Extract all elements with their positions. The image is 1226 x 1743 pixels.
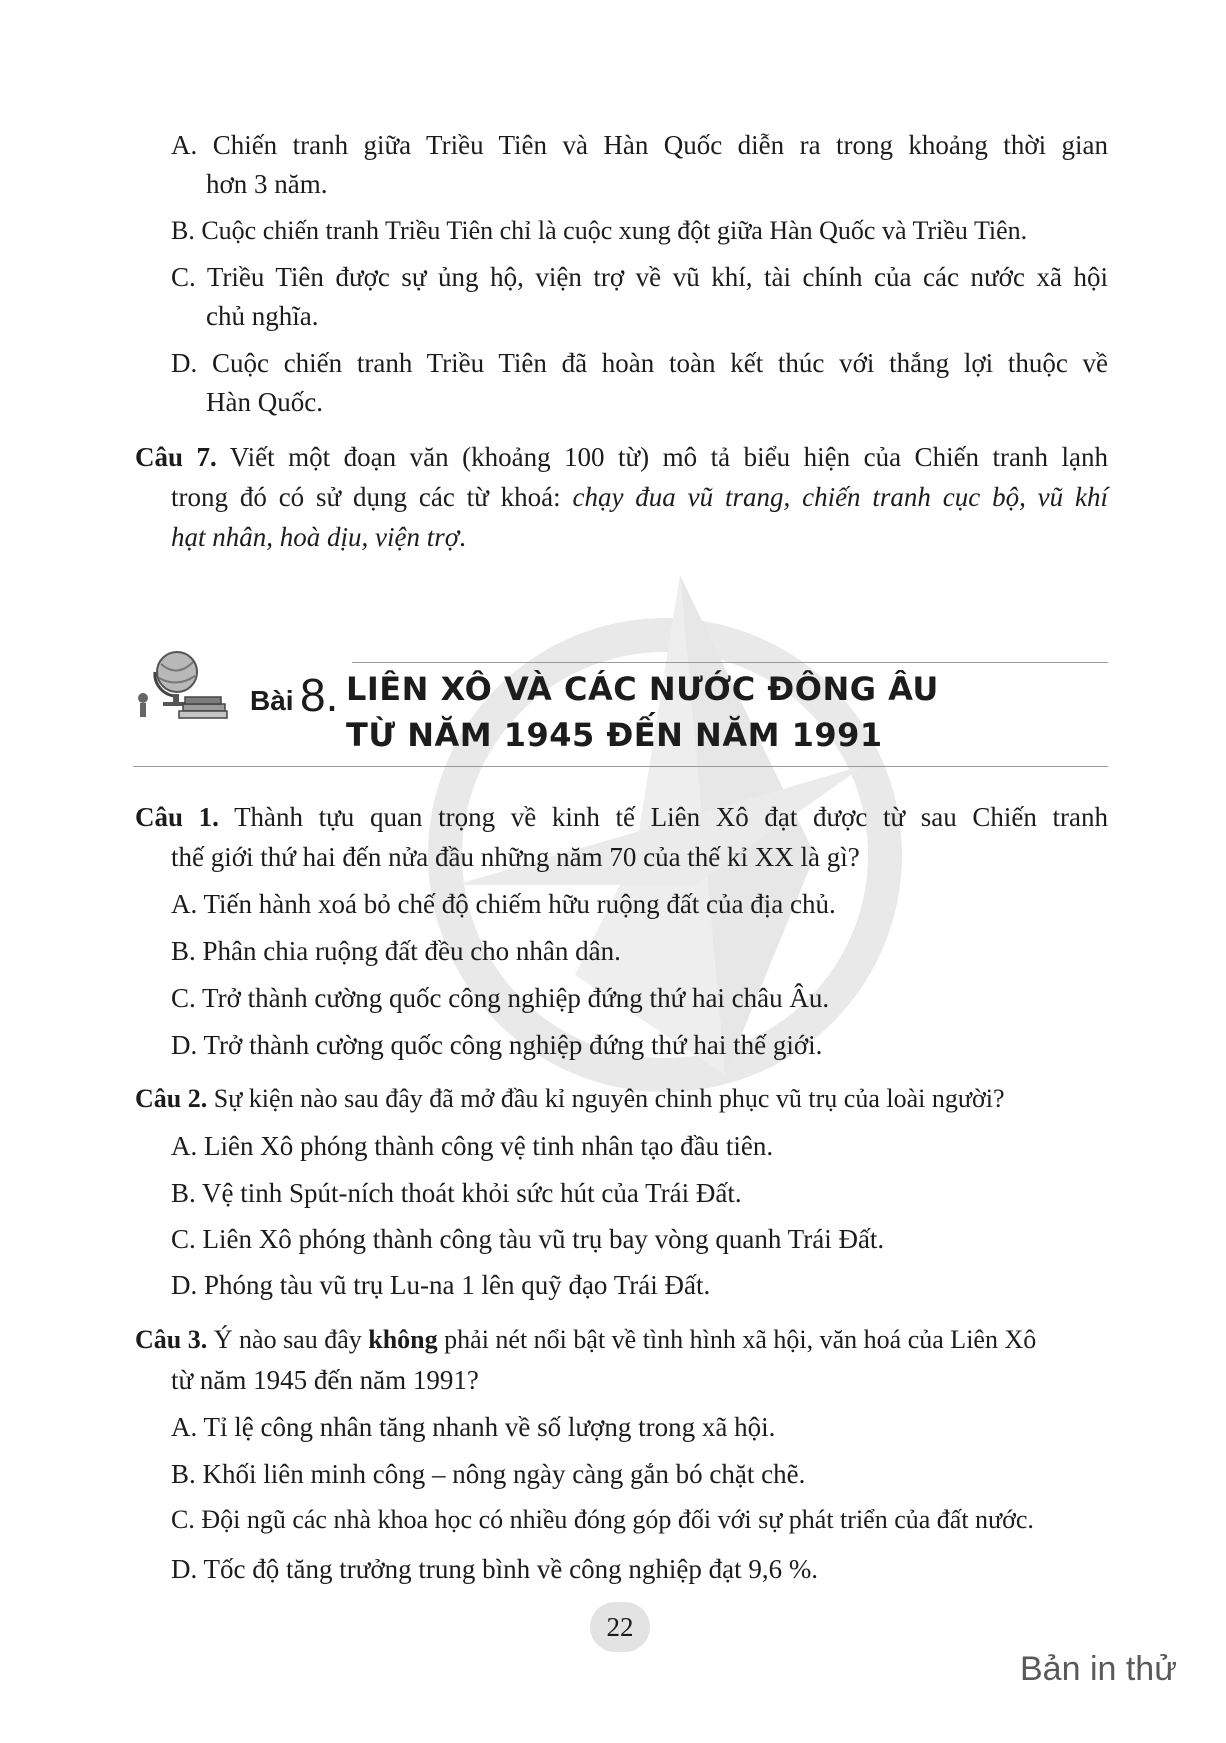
question-3-line2: từ năm 1945 đến năm 1991? [171, 1365, 479, 1395]
question-7-line2: trong đó có sử dụng các từ khoá: chạy đua vũ trang, chiến tranh cục bộ, vũ khí [171, 482, 1108, 512]
question-3-label: Câu 3. [135, 1325, 208, 1354]
question-2-option-a: A. Liên Xô phóng thành công vệ tinh nhân tạo đầu tiên. [171, 1131, 774, 1161]
question-3-option-b: B. Khối liên minh công – nông ngày càng gắn bó chặt chẽ. [171, 1459, 806, 1489]
question-2-line1: Câu 2. Sự kiện nào sau đây đã mở đầu kỉ nguyên chinh phục vũ trụ của loài người? [135, 1084, 1005, 1113]
question-3-option-d: D. Tốc độ tăng trưởng trung bình về công nghiệp đạt 9,6 %. [171, 1554, 819, 1584]
header-rule-bottom [133, 766, 1108, 767]
question-3-option-c: C. Đội ngũ các nhà khoa học có nhiều đóng góp đối với sự phát triển của đất nước. [171, 1505, 1034, 1534]
option-b: B. Cuộc chiến tranh Triều Tiên chỉ là cuộc xung đột giữa Hàn Quốc và Triều Tiên. [171, 216, 1028, 245]
question-1-option-d: D. Trở thành cường quốc công nghiệp đứng thứ hai thế giới. [171, 1030, 823, 1060]
lesson-title-line2: TỪ NĂM 1945 ĐẾN NĂM 1991 [346, 716, 883, 754]
question-2-label: Câu 2. [135, 1084, 208, 1113]
globe-and-books-icon [133, 648, 233, 724]
question-2-option-b: B. Vệ tinh Spút-ních thoát khỏi sức hút của Trái Đất. [171, 1178, 742, 1208]
question-1-option-c: C. Trở thành cường quốc công nghiệp đứng thứ hai châu Âu. [171, 983, 830, 1013]
question-3-option-a: A. Tỉ lệ công nhân tăng nhanh về số lượng trong xã hội. [171, 1412, 776, 1442]
question-1-option-b: B. Phân chia ruộng đất đều cho nhân dân. [171, 936, 621, 966]
lesson-label: Bài [250, 685, 294, 716]
question-2-option-c: C. Liên Xô phóng thành công tàu vũ trụ bay vòng quanh Trái Đất. [171, 1224, 885, 1254]
option-a-line2: hơn 3 năm. [206, 169, 328, 199]
question-1-label: Câu 1. [135, 802, 219, 832]
option-d-line1: D. Cuộc chiến tranh Triều Tiên đã hoàn toàn kết thúc với thắng lợi thuộc về [171, 348, 1109, 378]
question-1-line1: Câu 1. Thành tựu quan trọng về kinh tế Liên Xô đạt được từ sau Chiến tranh [135, 802, 1109, 832]
question-2-option-d: D. Phóng tàu vũ trụ Lu-na 1 lên quỹ đạo Trái Đất. [171, 1270, 711, 1300]
question-3-line1: Câu 3. Ý nào sau đây không phải nét nổi bật về tình hình xã hội, văn hoá của Liên Xô [135, 1325, 1037, 1354]
option-d-line2: Hàn Quốc. [206, 387, 323, 417]
question-1-option-a: A. Tiến hành xoá bỏ chế độ chiếm hữu ruộng đất của địa chủ. [171, 889, 836, 919]
header-rule-top [352, 662, 1108, 663]
lesson-number: 8. [300, 669, 339, 721]
option-c-line2: chủ nghĩa. [206, 301, 319, 331]
page-number: 22 [590, 1602, 650, 1652]
negation-emphasis: không [368, 1325, 438, 1354]
question-7-line1: Câu 7. Viết một đoạn văn (khoảng 100 từ) mô tả biểu hiện của Chiến tranh lạnh [135, 442, 1109, 472]
proof-label: Bản in thử [1020, 1650, 1177, 1688]
question-7-line3: hạt nhân, hoà dịu, viện trợ. [171, 522, 466, 552]
question-1-line2: thế giới thứ hai đến nửa đầu những năm 70 của thế kỉ XX là gì? [171, 842, 860, 872]
option-c-line1: C. Triều Tiên được sự ủng hộ, viện trợ về vũ khí, tài chính của các nước xã hội [171, 262, 1108, 292]
question-7-label: Câu 7. [135, 442, 217, 472]
lesson-title-line1: LIÊN XÔ VÀ CÁC NƯỚC ĐÔNG ÂU [346, 670, 939, 708]
option-a-line1: A. Chiến tranh giữa Triều Tiên và Hàn Quốc diễn ra trong khoảng thời gian [171, 130, 1109, 160]
